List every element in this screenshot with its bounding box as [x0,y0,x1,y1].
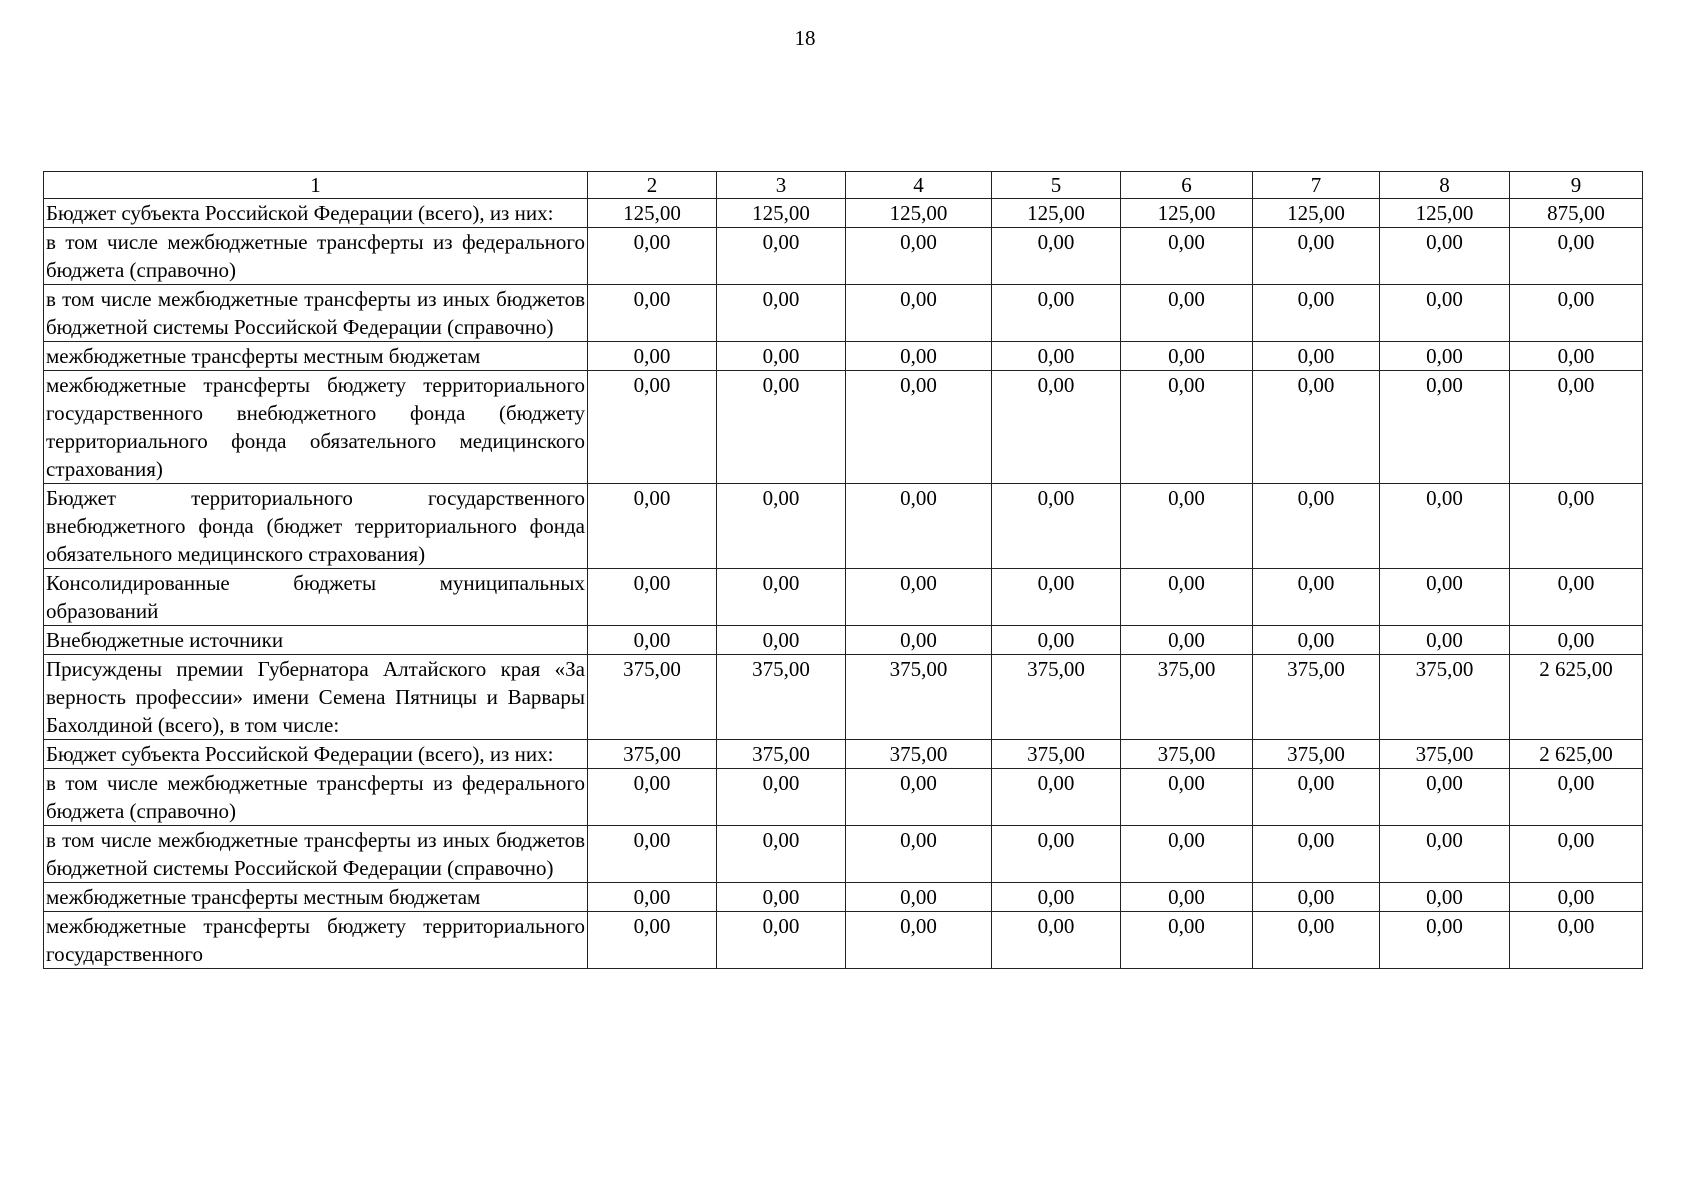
row-label: в том числе межбюджетные трансферты из иных бюджетов бюджетной системы Российской Федерации (справочно) [44,285,588,342]
table-cell-value: 0,00 [1121,371,1253,484]
table-cell-value: 375,00 [992,740,1121,769]
row-label: межбюджетные трансферты местным бюджетам [44,342,588,371]
column-header: 8 [1380,172,1510,199]
table-cell-value: 0,00 [1121,342,1253,371]
table-cell-value: 2 625,00 [1510,740,1643,769]
table-cell-value: 0,00 [1380,371,1510,484]
table-cell-value: 0,00 [717,626,846,655]
table-row [44,569,1643,626]
table-cell-value: 0,00 [1510,285,1643,342]
table-cell-value: 0,00 [846,826,992,883]
table-header-row [44,172,1643,199]
table-cell-value: 375,00 [1253,740,1380,769]
table-cell-value: 0,00 [1121,626,1253,655]
table-cell-value: 0,00 [1253,769,1380,826]
table-cell-value: 0,00 [1121,883,1253,912]
table-row [44,769,1643,826]
row-label: Бюджет территориального государственного внебюджетного фонда (бюджет территориального фонда обязательного медицинского страхования) [44,484,588,569]
table-cell-value: 0,00 [1253,912,1380,969]
table-cell-value: 0,00 [1253,285,1380,342]
column-header: 3 [717,172,846,199]
column-header: 6 [1121,172,1253,199]
table-row [44,228,1643,285]
table-cell-value: 0,00 [1380,912,1510,969]
table-cell-value: 0,00 [588,371,717,484]
table-cell-value: 0,00 [717,912,846,969]
table-cell-value: 0,00 [992,912,1121,969]
table-cell-value: 0,00 [1253,228,1380,285]
table-cell-value: 0,00 [588,883,717,912]
column-header: 5 [992,172,1121,199]
table-cell-value: 0,00 [992,569,1121,626]
table-cell-value: 0,00 [1253,484,1380,569]
table-cell-value: 0,00 [1253,883,1380,912]
table-cell-value: 0,00 [717,484,846,569]
table-cell-value: 0,00 [1253,626,1380,655]
table-row [44,655,1643,740]
table-cell-value: 0,00 [846,883,992,912]
table-cell-value: 0,00 [992,626,1121,655]
table-cell-value: 0,00 [1121,228,1253,285]
table-cell-value: 125,00 [588,199,717,228]
table-cell-value: 0,00 [588,228,717,285]
table-cell-value: 375,00 [1253,655,1380,740]
column-header: 1 [44,172,588,199]
table-cell-value: 0,00 [717,342,846,371]
table-cell-value: 0,00 [846,769,992,826]
table-cell-value: 0,00 [992,371,1121,484]
table-cell-value: 0,00 [588,285,717,342]
table-cell-value: 0,00 [1253,569,1380,626]
column-header: 2 [588,172,717,199]
table-cell-value: 0,00 [846,569,992,626]
table-cell-value: 0,00 [1510,883,1643,912]
table-cell-value: 375,00 [1380,740,1510,769]
table-cell-value: 0,00 [1253,342,1380,371]
table-cell-value: 0,00 [588,769,717,826]
table-cell-value: 0,00 [1510,769,1643,826]
table-cell-value: 0,00 [717,569,846,626]
table-cell-value: 0,00 [1121,569,1253,626]
table-cell-value: 0,00 [1380,626,1510,655]
table-cell-value: 0,00 [1253,826,1380,883]
table-cell-value: 0,00 [1510,342,1643,371]
table-row [44,285,1643,342]
table-cell-value: 0,00 [992,826,1121,883]
table-row [44,883,1643,912]
table-cell-value: 0,00 [1121,826,1253,883]
table-cell-value: 0,00 [717,769,846,826]
table-cell-value: 0,00 [1380,826,1510,883]
row-label: в том числе межбюджетные трансферты из иных бюджетов бюджетной системы Российской Федерации (справочно) [44,826,588,883]
table-row [44,371,1643,484]
table-cell-value: 0,00 [1510,912,1643,969]
table-cell-value: 375,00 [992,655,1121,740]
table-row [44,912,1643,969]
row-label: межбюджетные трансферты бюджету территориального государственного внебюджетного фонда (бюджету территориального фонда обязательного медицинского страхования) [44,371,588,484]
table-cell-value: 125,00 [846,199,992,228]
table-cell-value: 0,00 [588,569,717,626]
table-cell-value: 0,00 [1510,569,1643,626]
row-label: Консолидированные бюджеты муниципальных образований [44,569,588,626]
column-header: 9 [1510,172,1643,199]
table-cell-value: 0,00 [588,342,717,371]
table-cell-value: 0,00 [846,626,992,655]
column-header: 7 [1253,172,1380,199]
table-cell-value: 0,00 [717,228,846,285]
budget-table [43,171,1643,969]
table-cell-value: 0,00 [717,883,846,912]
table-cell-value: 125,00 [992,199,1121,228]
table-row [44,342,1643,371]
table-cell-value: 125,00 [1121,199,1253,228]
row-label: межбюджетные трансферты местным бюджетам [44,883,588,912]
table-cell-value: 375,00 [846,655,992,740]
table-row [44,199,1643,228]
table-cell-value: 0,00 [717,826,846,883]
table-cell-value: 125,00 [1253,199,1380,228]
table-cell-value: 375,00 [1121,740,1253,769]
table-row [44,626,1643,655]
table-cell-value: 0,00 [717,371,846,484]
row-label: межбюджетные трансферты бюджету территориального государственного [44,912,588,969]
table-cell-value: 0,00 [1380,569,1510,626]
table-cell-value: 0,00 [1510,228,1643,285]
table-cell-value: 2 625,00 [1510,655,1643,740]
row-label: Бюджет субъекта Российской Федерации (всего), из них: [44,199,588,228]
table-cell-value: 0,00 [1510,484,1643,569]
table-cell-value: 375,00 [846,740,992,769]
table-cell-value: 0,00 [846,228,992,285]
table-cell-value: 0,00 [1510,371,1643,484]
table-row [44,484,1643,569]
table-cell-value: 0,00 [1380,484,1510,569]
table-cell-value: 0,00 [1253,371,1380,484]
table-cell-value: 0,00 [717,285,846,342]
table-cell-value: 0,00 [1121,484,1253,569]
table-cell-value: 375,00 [717,655,846,740]
table-cell-value: 0,00 [846,484,992,569]
table-cell-value: 0,00 [588,912,717,969]
table-cell-value: 0,00 [992,883,1121,912]
table-cell-value: 0,00 [992,342,1121,371]
table-cell-value: 0,00 [1380,285,1510,342]
table-cell-value: 0,00 [588,626,717,655]
table-cell-value: 0,00 [846,285,992,342]
table-cell-value: 0,00 [1121,912,1253,969]
table-cell-value: 0,00 [1380,228,1510,285]
table-cell-value: 375,00 [717,740,846,769]
table-cell-value: 0,00 [1121,769,1253,826]
table-cell-value: 0,00 [588,484,717,569]
table-cell-value: 0,00 [846,912,992,969]
row-label: Бюджет субъекта Российской Федерации (всего), из них: [44,740,588,769]
row-label: в том числе межбюджетные трансферты из федерального бюджета (справочно) [44,228,588,285]
row-label: Внебюджетные источники [44,626,588,655]
table-cell-value: 0,00 [846,371,992,484]
table-cell-value: 375,00 [588,740,717,769]
column-header: 4 [846,172,992,199]
table-cell-value: 0,00 [1380,342,1510,371]
table-cell-value: 0,00 [588,826,717,883]
table-cell-value: 0,00 [1380,769,1510,826]
table-row [44,740,1643,769]
table-row [44,826,1643,883]
table-cell-value: 0,00 [1510,826,1643,883]
table-cell-value: 0,00 [1510,626,1643,655]
table-cell-value: 125,00 [717,199,846,228]
table-cell-value: 375,00 [588,655,717,740]
table-cell-value: 375,00 [1121,655,1253,740]
table-cell-value: 0,00 [992,769,1121,826]
table-cell-value: 0,00 [992,285,1121,342]
row-label: Присуждены премии Губернатора Алтайского края «За верность профессии» имени Семена Пятницы и Варвары Бахолдиной (всего), в том числе: [44,655,588,740]
table-cell-value: 375,00 [1380,655,1510,740]
row-label: в том числе межбюджетные трансферты из федерального бюджета (справочно) [44,769,588,826]
table-cell-value: 875,00 [1510,199,1643,228]
table-cell-value: 0,00 [1121,285,1253,342]
page-number: 18 [794,26,816,50]
table-cell-value: 125,00 [1380,199,1510,228]
table-cell-value: 0,00 [1380,883,1510,912]
table-cell-value: 0,00 [992,484,1121,569]
table-cell-value: 0,00 [992,228,1121,285]
table-cell-value: 0,00 [846,342,992,371]
